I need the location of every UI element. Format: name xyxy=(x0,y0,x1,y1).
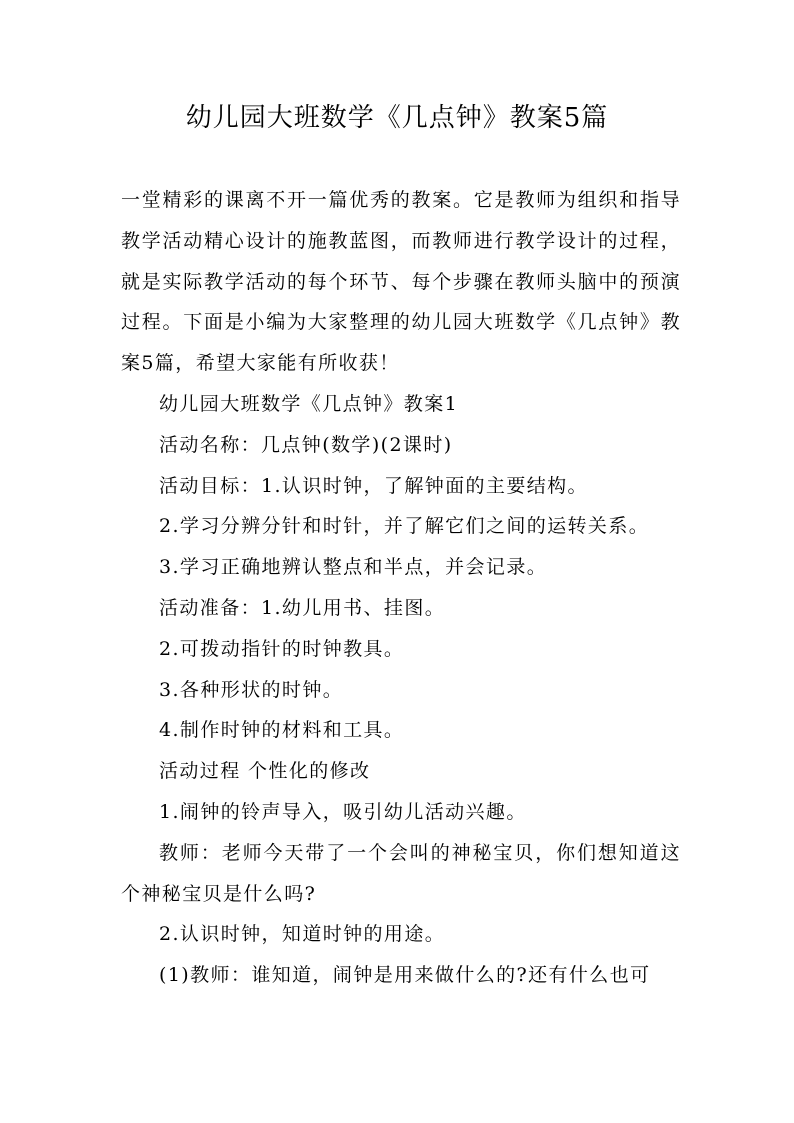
process-step-2-1: (1)教师：谁知道，闹钟是用来做什么的?还有什么也可 xyxy=(159,964,651,987)
document-title: 幼儿园大班数学《几点钟》教案5篇 xyxy=(185,103,609,133)
teacher-dialogue: 教师：老师今天带了一个会叫的神秘宝贝，你们想知道这个神秘宝贝是什么吗? xyxy=(121,841,681,905)
section-heading: 幼儿园大班数学《几点钟》教案1 xyxy=(159,392,459,415)
activity-process-heading: 活动过程 个性化的修改 xyxy=(159,760,371,783)
document-body xyxy=(121,180,681,996)
activity-goal-2: 2.学习分辨分针和时针，并了解它们之间的运转关系。 xyxy=(159,515,650,538)
process-step-1: 1.闹钟的铃声导入，吸引幼儿活动兴趣。 xyxy=(159,800,527,823)
activity-prep-3: 3.各种形状的时钟。 xyxy=(159,678,344,701)
activity-prep-2: 2.可拨动指针的时钟教具。 xyxy=(159,637,405,660)
activity-goal-3: 3.学习正确地辨认整点和半点，并会记录。 xyxy=(159,556,548,579)
activity-goal-1: 活动目标：1.认识时钟，了解钟面的主要结构。 xyxy=(159,474,588,497)
activity-name: 活动名称：几点钟(数学)(2课时) xyxy=(159,433,453,456)
activity-prep-1: 活动准备：1.幼儿用书、挂图。 xyxy=(159,596,446,619)
intro-paragraph: 一堂精彩的课离不开一篇优秀的教案。它是教师为组织和指导教学活动精心设计的施教蓝图，而教师进行教学设计的过程，就是实际教学活动的每个环节、每个步骤在教师头脑中的预演过程。下面是小编为大家整理的幼儿园大班数学《几点钟》教案5篇，希望大家能有所收获！ xyxy=(121,189,681,375)
process-step-2: 2.认识时钟，知道时钟的用途。 xyxy=(159,923,446,946)
activity-prep-4: 4.制作时钟的材料和工具。 xyxy=(159,719,405,742)
